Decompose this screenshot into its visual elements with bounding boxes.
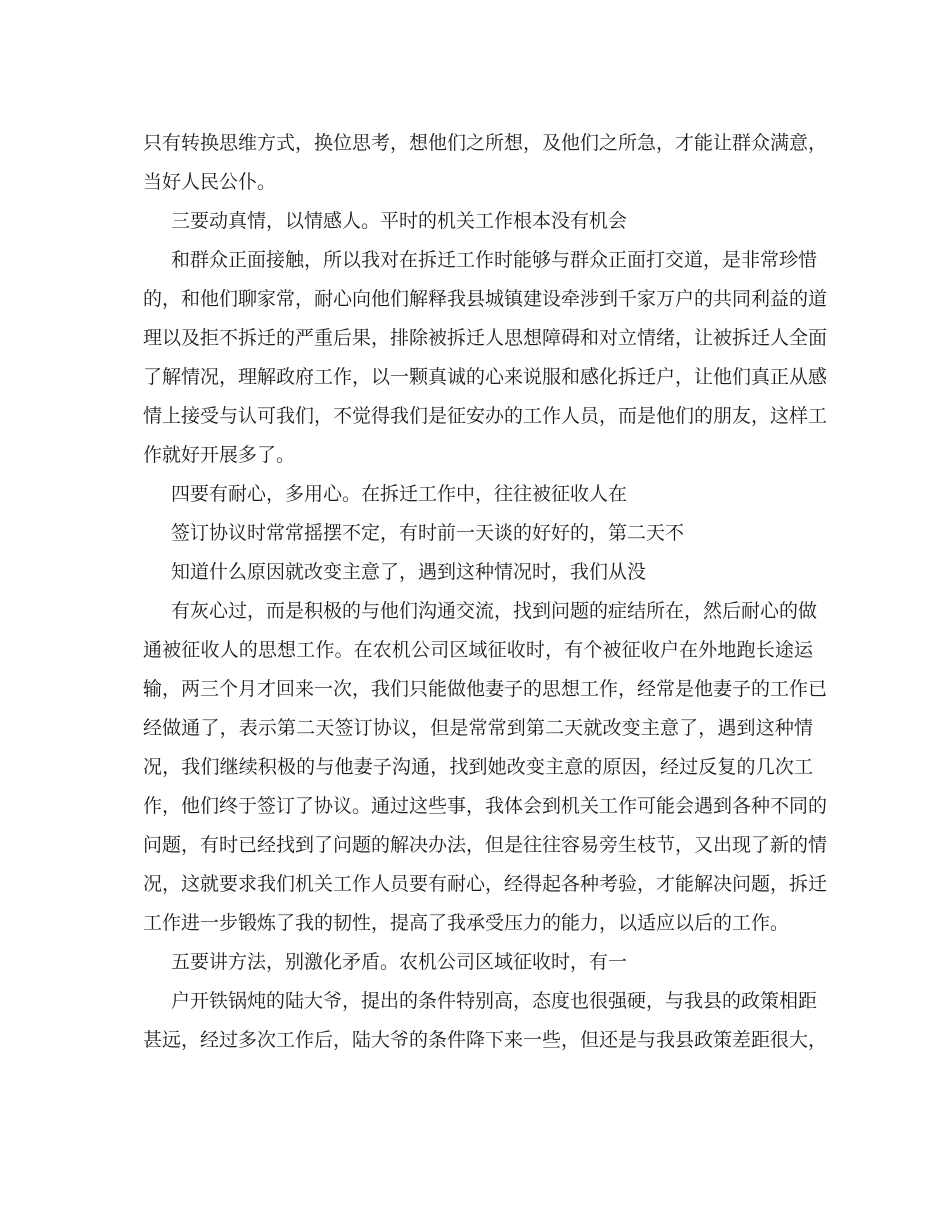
text-line: 签订协议时常常摇摆不定，有时前一天谈的好好的，第二天不 (171, 522, 685, 544)
text-line: 况，我们继续积极的与他妻子沟通，找到她改变主意的原因，经过反复的几次工 (143, 756, 813, 778)
text-line: 户开铁锅炖的陆大爷，提出的条件特别高，态度也很强硬，与我县的政策相距 (171, 990, 818, 1012)
text-line: 五要讲方法，别激化矛盾。农机公司区域征收时，有一 (171, 951, 628, 973)
text-line: 经做通了，表示第二天签订协议，但是常常到第二天就改变主意了，遇到这种情 (143, 717, 813, 739)
text-line: 理以及拒不拆迁的严重后果，排除被拆迁人思想障碍和对立情绪，让被拆迁人全面 (143, 327, 828, 349)
text-line: 的，和他们聊家常，耐心向他们解释我县城镇建设牵涉到千家万户的共同利益的道 (143, 288, 828, 310)
text-line: 工作进一步锻炼了我的韧性，提高了我承受压力的能力，以适应以后的工作。 (143, 912, 790, 934)
text-line: 问题，有时已经找到了问题的解决办法，但是往往容易旁生枝节，又出现了新的情 (143, 834, 828, 856)
text-line: 情上接受与认可我们，不觉得我们是征安办的工作人员，而是他们的朋友，这样工 (143, 405, 828, 427)
document-body (143, 124, 828, 1060)
text-line: 通被征收人的思想工作。在农机公司区域征收时，有个被征收户在外地跑长途运 (143, 639, 813, 661)
text-line: 况，这就要求我们机关工作人员要有耐心，经得起各种考验，才能解决问题，拆迁 (143, 873, 828, 895)
text-line: 和群众正面接触，所以我对在拆迁工作时能够与群众正面打交道，是非常珍惜 (171, 249, 818, 271)
text-line: 了解情况，理解政府工作，以一颗真诚的心来说服和感化拆迁户，让他们真正从感 (143, 366, 828, 388)
text-line: 甚远，经过多次工作后，陆大爷的条件降下来一些，但还是与我县政策差距很大， (143, 1029, 828, 1051)
text-line: 只有转换思维方式，换位思考，想他们之所想，及他们之所急，才能让群众满意， (143, 132, 828, 154)
text-line: 三要动真情，以情感人。平时的机关工作根本没有机会 (171, 210, 628, 232)
text-line: 输，两三个月才回来一次，我们只能做他妻子的思想工作，经常是他妻子的工作已 (143, 678, 828, 700)
text-line: 作，他们终于签订了协议。通过这些事，我体会到机关工作可能会遇到各种不同的 (143, 795, 828, 817)
text-line: 作就好开展多了。 (143, 444, 296, 466)
text-line: 知道什么原因就改变主意了，遇到这种情况时，我们从没 (171, 561, 647, 583)
text-line: 当好人民公仆。 (143, 171, 277, 193)
text-line: 四要有耐心，多用心。在拆迁工作中，往往被征收人在 (171, 483, 628, 505)
text-line: 有灰心过，而是积极的与他们沟通交流，找到问题的症结所在，然后耐心的做 (171, 600, 818, 622)
